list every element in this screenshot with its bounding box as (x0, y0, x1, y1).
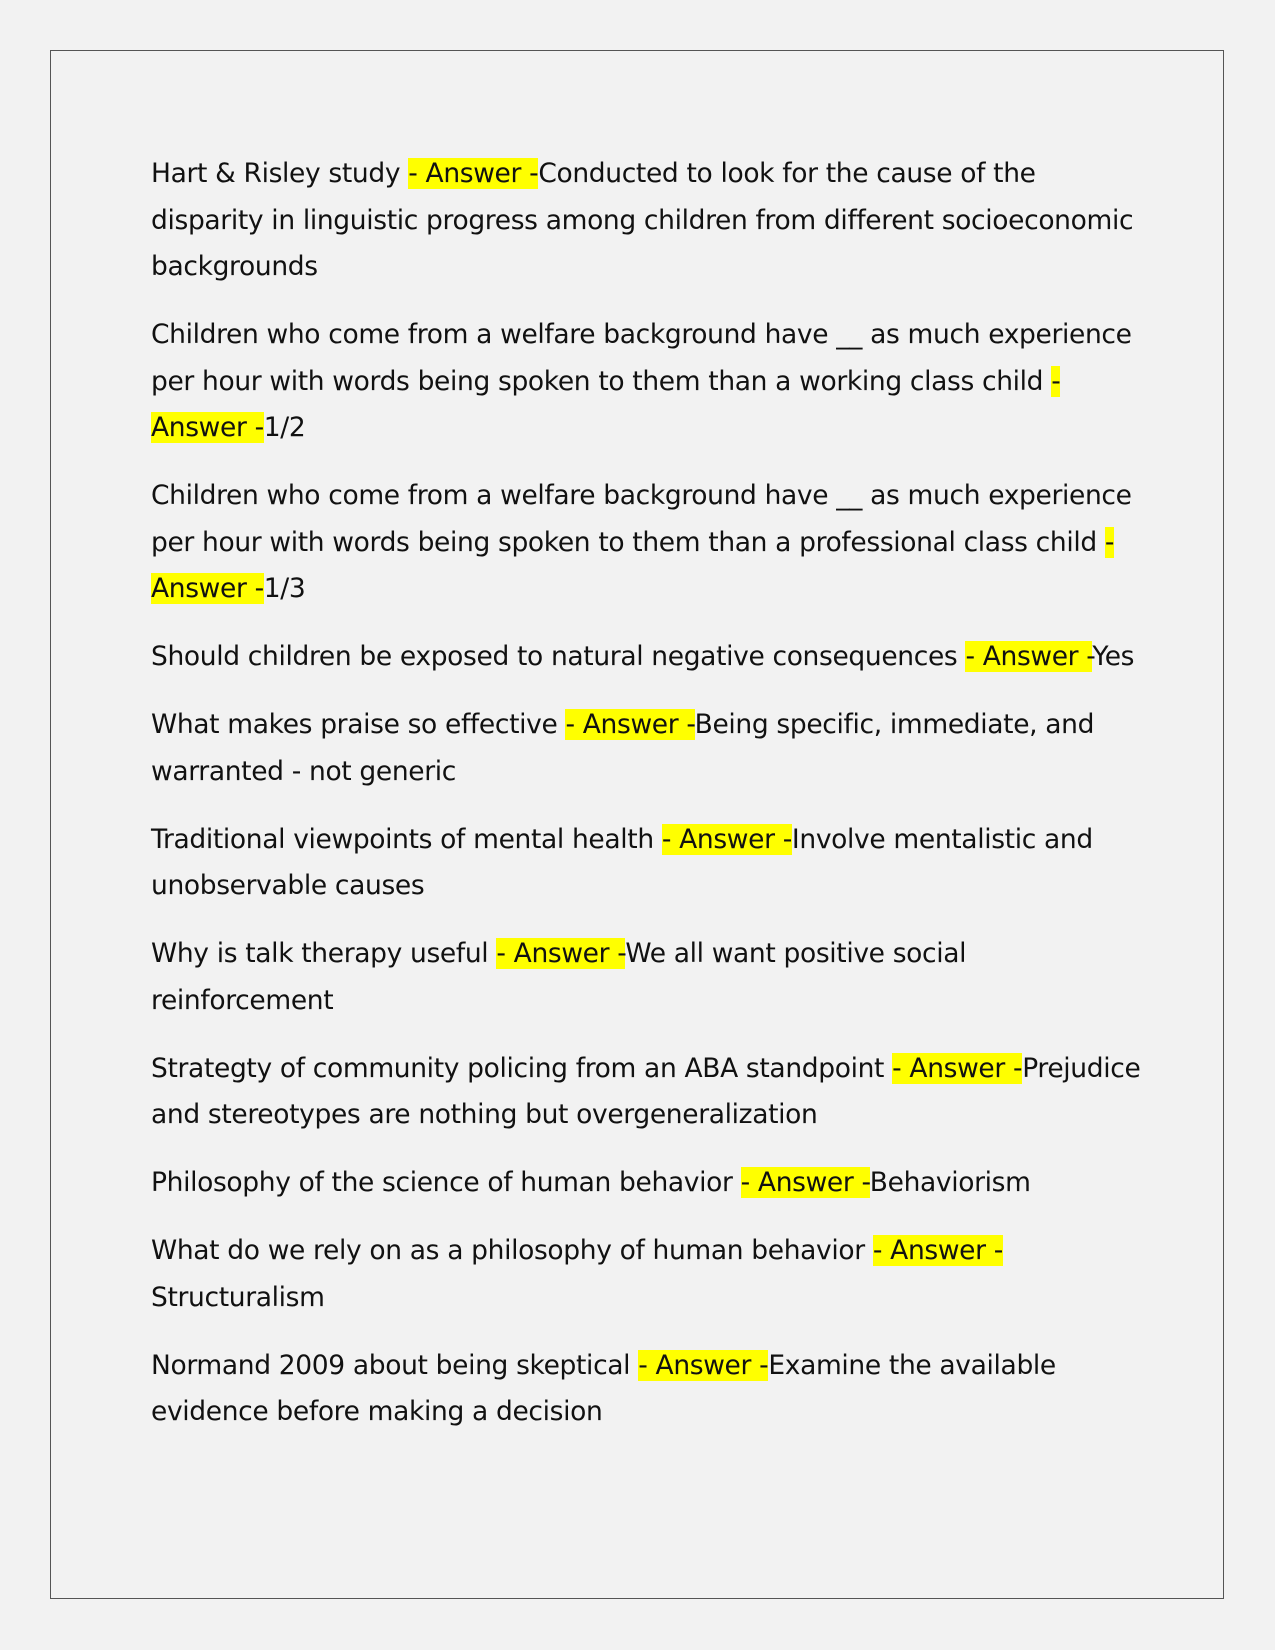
qa-item (151, 1160, 1151, 1207)
answer-text: 1/2 (263, 412, 306, 443)
answer-text: Conducted to look for the cause of the disparity in linguistic progress among children from different socioeconomic backgrounds (151, 158, 1134, 282)
qa-item (151, 634, 1151, 681)
qa-item (151, 1046, 1151, 1139)
answer-text: Examine the available evidence before making a decision (151, 1349, 1056, 1427)
qa-item (151, 1343, 1151, 1436)
answer-text: Yes (1092, 641, 1135, 672)
qa-item (151, 931, 1151, 1024)
answer-marker: - Answer - (740, 1167, 870, 1198)
answer-marker: - Answer - (151, 526, 1115, 604)
answer-marker: - Answer - (408, 158, 539, 189)
answer-marker: - Answer - (496, 938, 626, 969)
answer-text: Behaviorism (869, 1167, 1031, 1198)
answer-marker: - Answer - (638, 1349, 769, 1381)
answer-marker: - Answer - (965, 641, 1093, 672)
qa-item (151, 473, 1151, 613)
qa-item (151, 702, 1151, 795)
answer-text: Prejudice and stereotypes are nothing but overgeneralization (151, 1052, 1141, 1130)
page-frame (50, 50, 1224, 1599)
question-text: Philosophy of the science of human behavior (151, 1167, 741, 1198)
answer-marker: - Answer - (151, 365, 1061, 443)
qa-item (151, 1228, 1151, 1321)
question-text: What makes praise so effective (151, 709, 566, 740)
question-text: Normand 2009 about being skeptical (151, 1349, 639, 1381)
answer-text: 1/3 (263, 573, 306, 604)
question-text: Children who come from a welfare background have __ as much experience per hour with words being spoken to them than a professional class child (151, 480, 1132, 558)
answer-text: Structuralism (151, 1281, 325, 1313)
question-text: What do we rely on as a philosophy of human behavior (151, 1235, 873, 1266)
qa-item (151, 817, 1151, 910)
answer-marker: - Answer - (661, 823, 792, 855)
answer-marker: - Answer - (892, 1052, 1023, 1084)
answer-text: We all want positive social reinforcement (151, 938, 967, 1016)
question-text: Should children be exposed to natural negative consequences (151, 641, 966, 672)
answer-marker: - Answer - (565, 709, 695, 740)
answer-text: Involve mentalistic and unobservable causes (151, 823, 1093, 901)
flashcard-list (151, 151, 1151, 1457)
qa-item (151, 312, 1151, 452)
question-text: Strategty of community policing from an ABA standpoint (151, 1052, 893, 1084)
question-text: Traditional viewpoints of mental health (151, 823, 662, 855)
question-text: Hart & Risley study (151, 158, 409, 189)
question-text: Children who come from a welfare background have __ as much experience per hour with words being spoken to them than a working class child (151, 319, 1132, 397)
question-text: Why is talk therapy useful (151, 938, 497, 969)
answer-text: Being specific, immediate, and warranted - not generic (151, 709, 1095, 787)
answer-marker: - Answer - (872, 1235, 1003, 1266)
qa-item (151, 151, 1151, 291)
